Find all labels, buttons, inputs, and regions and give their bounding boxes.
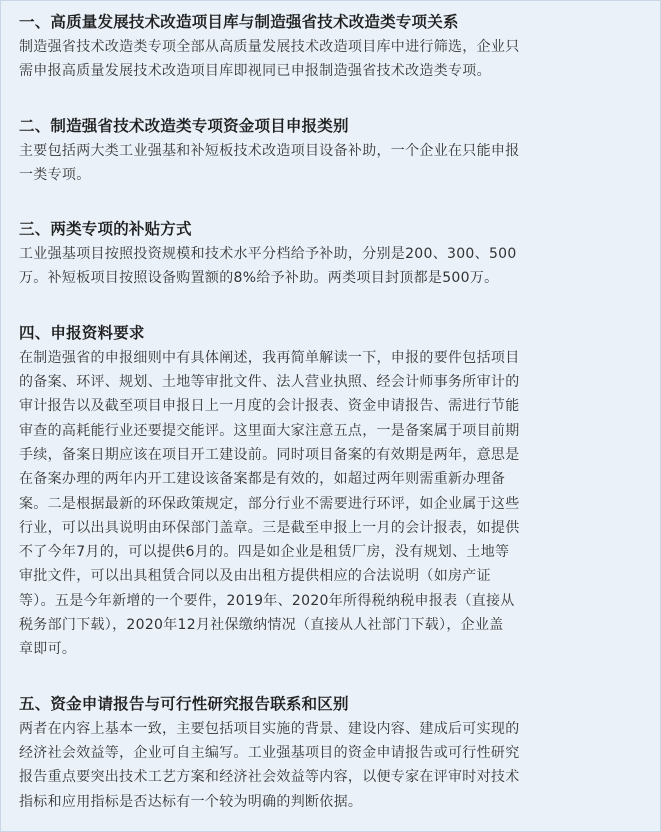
- text-line: 手续，备案日期应该在项目开工建设前。同时项目备案的有效期是两年，意思是: [19, 446, 520, 463]
- section-body: [19, 139, 642, 188]
- text-line: 税务部门下载），2020年12月社保缴纳情况（直接从人社部门下载），企业盖: [19, 617, 504, 634]
- section-body: [19, 35, 642, 84]
- text-line: 经济社会效益等，企业可自主编写。工业强基项目的资金申请报告或可行性研究: [19, 744, 520, 761]
- text-line: 一类专项。: [19, 166, 91, 183]
- text-line: 行业，可以出具说明由环保部门盖章。三是截至申报上一月的会计报表，如提供: [19, 519, 520, 536]
- text-line: 章即可。: [19, 641, 77, 658]
- section-title: 五、资金申请报告与可行性研究报告联系和区别: [19, 694, 349, 713]
- section-title: 三、两类专项的补贴方式: [19, 220, 192, 239]
- section-title: 一、高质量发展技术改造项目库与制造强省技术改造类专项关系: [19, 13, 459, 31]
- section-title: 二、制造强省技术改造类专项资金项目申报类别: [19, 116, 349, 135]
- section-5: [19, 691, 642, 814]
- text-line: 指标和应用指标是否达标有一个较为明确的判断依据。: [19, 793, 363, 810]
- section-2: [19, 113, 642, 188]
- text-line: 案。二是根据最新的环保政策规定，部分行业不需要进行环评，如企业属于这些: [19, 495, 520, 512]
- text-line: 报告重点要突出技术工艺方案和经济社会效益等内容，以便专家在评审时对技术: [19, 769, 520, 786]
- text-line: 主要包括两大类工业强基和补短板技术改造项目设备补助，一个企业在只能申报: [19, 142, 520, 159]
- text-line: 在制造强省的申报细则中有具体阐述，我再简单解读一下，申报的要件包括项目: [19, 349, 520, 366]
- text-line: 审计报告以及截至项目申报日上一月度的会计报表、资金申请报告、需进行节能: [19, 398, 520, 415]
- text-line: 审查的高耗能行业还要提交能评。这里面大家注意五点，一是备案属于项目前期: [19, 422, 520, 439]
- section-body: [19, 242, 642, 291]
- text-line: 的备案、环评、规划、土地等审批文件、法人营业执照、经会计师事务所审计的: [19, 374, 520, 391]
- text-line: 万。补短板项目按照设备购置额的8%给予补助。两类项目封顶都是500万。: [19, 270, 499, 287]
- text-line: 在备案办理的两年内开工建设该备案都是有效的，如超过两年则需重新办理备: [19, 471, 506, 488]
- text-line: 两者在内容上基本一致，主要包括项目实施的背景、建设内容、建成后可实现的: [19, 720, 520, 737]
- text-line: 等）。五是今年新增的一个要件，2019年、2020年所得税纳税申报表（直接从: [19, 592, 515, 609]
- section-body: [19, 346, 642, 662]
- text-line: 需申报高质量发展技术改造项目库即视同已申报制造强省技术改造类专项。: [19, 63, 491, 80]
- section-title: 四、申报资料要求: [19, 323, 145, 342]
- section-3: [19, 216, 642, 291]
- text-line: 不了今年7月的，可以提供6月的。四是如企业是租赁厂房，没有规划、土地等: [19, 544, 510, 561]
- text-line: 制造强省技术改造类专项全部从高质量发展技术改造项目库中进行筛选，企业只: [19, 39, 520, 55]
- section-body: [19, 717, 642, 814]
- text-line: 审批文件，可以出具租赁合同以及由出租方提供相应的合法说明（如房产证: [19, 568, 491, 585]
- section-4: [19, 320, 642, 662]
- text-line: 工业强基项目按照投资规模和技术水平分档给予补助，分别是200、300、500: [19, 246, 517, 263]
- section-1: [19, 9, 642, 84]
